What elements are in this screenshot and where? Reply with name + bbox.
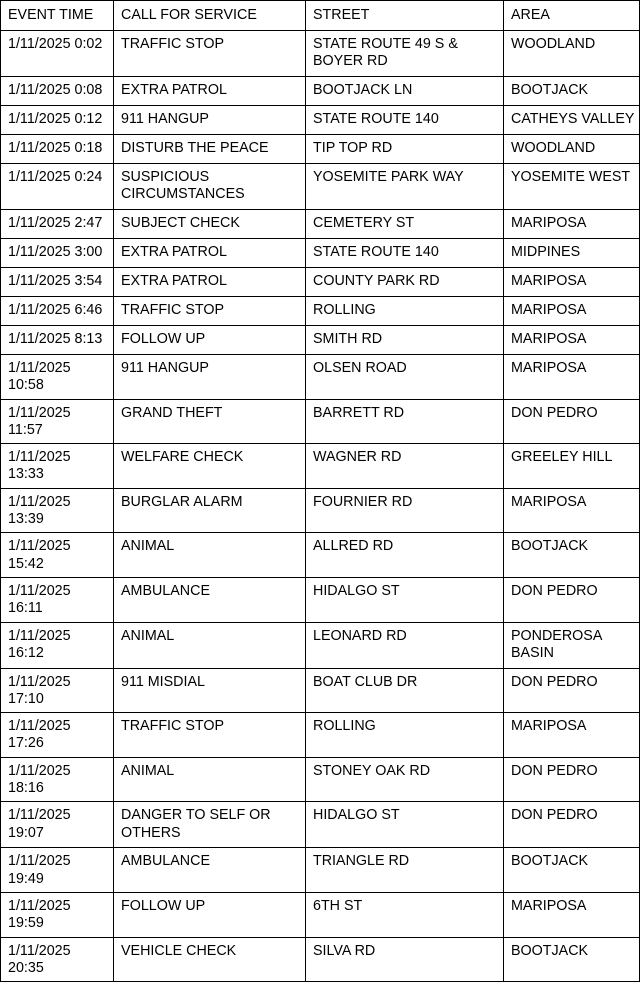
cell-area: BOOTJACK [504,848,640,893]
cell-area: DON PEDRO [504,757,640,802]
cell-area: BOOTJACK [504,937,640,982]
table-row [1,668,640,713]
cell-area: MARIPOSA [504,210,640,239]
table-row [1,31,640,77]
cell-street: STATE ROUTE 49 S & BOYER RD [306,31,504,77]
table-row [1,713,640,758]
cell-street: YOSEMITE PARK WAY [306,164,504,210]
cell-area: BOOTJACK [504,77,640,106]
cell-event-time: 1/11/2025 6:46 [1,297,114,326]
cell-call-for-service: WELFARE CHECK [114,444,306,489]
cell-event-time: 1/11/2025 10:58 [1,355,114,400]
cell-area: MARIPOSA [504,268,640,297]
cell-area: DON PEDRO [504,668,640,713]
cell-call-for-service: ANIMAL [114,533,306,578]
cell-area: WOODLAND [504,135,640,164]
cell-event-time: 1/11/2025 0:18 [1,135,114,164]
cell-call-for-service: 911 MISDIAL [114,668,306,713]
cell-area: MARIPOSA [504,297,640,326]
cell-area: YOSEMITE WEST [504,164,640,210]
cell-area: MARIPOSA [504,488,640,533]
cell-call-for-service: DISTURB THE PEACE [114,135,306,164]
cell-street: CEMETERY ST [306,210,504,239]
table-row [1,164,640,210]
cell-area: CATHEYS VALLEY [504,106,640,135]
cell-area: BOOTJACK [504,533,640,578]
cell-event-time: 1/11/2025 3:54 [1,268,114,297]
header-area: AREA [504,1,640,31]
table-row [1,533,640,578]
cell-event-time: 1/11/2025 11:57 [1,399,114,444]
cell-call-for-service: TRAFFIC STOP [114,31,306,77]
cell-area: DON PEDRO [504,577,640,622]
table-row [1,239,640,268]
cell-street: FOURNIER RD [306,488,504,533]
cell-street: 6TH ST [306,892,504,937]
table-row [1,77,640,106]
cell-call-for-service: 911 HANGUP [114,106,306,135]
cell-event-time: 1/11/2025 13:39 [1,488,114,533]
cell-call-for-service: GRAND THEFT [114,399,306,444]
table-row [1,297,640,326]
cell-street: BARRETT RD [306,399,504,444]
cell-area: DON PEDRO [504,802,640,848]
cell-street: ALLRED RD [306,533,504,578]
cell-call-for-service: SUSPICIOUS CIRCUMSTANCES [114,164,306,210]
cell-event-time: 1/11/2025 8:13 [1,326,114,355]
cell-event-time: 1/11/2025 19:07 [1,802,114,848]
cell-call-for-service: ANIMAL [114,757,306,802]
cell-call-for-service: DANGER TO SELF OR OTHERS [114,802,306,848]
cell-call-for-service: EXTRA PATROL [114,268,306,297]
cell-event-time: 1/11/2025 20:35 [1,937,114,982]
cell-street: TRIANGLE RD [306,848,504,893]
table-row [1,210,640,239]
table-row [1,444,640,489]
cell-call-for-service: FOLLOW UP [114,326,306,355]
cell-event-time: 1/11/2025 3:00 [1,239,114,268]
cell-call-for-service: SUBJECT CHECK [114,210,306,239]
cell-area: MARIPOSA [504,713,640,758]
table-row [1,326,640,355]
cell-street: SILVA RD [306,937,504,982]
cell-street: BOAT CLUB DR [306,668,504,713]
table-row [1,488,640,533]
header-row [1,1,640,31]
cell-area: MARIPOSA [504,326,640,355]
cell-street: HIDALGO ST [306,577,504,622]
cell-street: WAGNER RD [306,444,504,489]
table-row [1,757,640,802]
cell-street: COUNTY PARK RD [306,268,504,297]
cell-event-time: 1/11/2025 17:10 [1,668,114,713]
cell-street: OLSEN ROAD [306,355,504,400]
cell-area: MARIPOSA [504,892,640,937]
table-row [1,399,640,444]
table-row [1,355,640,400]
cell-event-time: 1/11/2025 17:26 [1,713,114,758]
cell-call-for-service: VEHICLE CHECK [114,937,306,982]
cell-area: WOODLAND [504,31,640,77]
table-row [1,937,640,982]
cell-call-for-service: AMBULANCE [114,848,306,893]
table-row [1,622,640,668]
cell-area: PONDEROSA BASIN [504,622,640,668]
cell-call-for-service: BURGLAR ALARM [114,488,306,533]
table-row [1,802,640,848]
table-row [1,268,640,297]
cell-street: LEONARD RD [306,622,504,668]
cell-street: STATE ROUTE 140 [306,106,504,135]
table-row [1,135,640,164]
cell-street: ROLLING [306,297,504,326]
cell-event-time: 1/11/2025 16:12 [1,622,114,668]
header-event-time: EVENT TIME [1,1,114,31]
table-row [1,892,640,937]
table-row [1,577,640,622]
cell-event-time: 1/11/2025 13:33 [1,444,114,489]
header-street: STREET [306,1,504,31]
cell-street: STONEY OAK RD [306,757,504,802]
cell-event-time: 1/11/2025 18:16 [1,757,114,802]
cell-event-time: 1/11/2025 0:02 [1,31,114,77]
cell-area: MARIPOSA [504,355,640,400]
cell-event-time: 1/11/2025 19:49 [1,848,114,893]
cell-street: STATE ROUTE 140 [306,239,504,268]
cell-street: ROLLING [306,713,504,758]
table-row [1,848,640,893]
cell-event-time: 1/11/2025 0:12 [1,106,114,135]
cell-call-for-service: EXTRA PATROL [114,77,306,106]
cell-call-for-service: TRAFFIC STOP [114,297,306,326]
cell-call-for-service: TRAFFIC STOP [114,713,306,758]
cell-area: GREELEY HILL [504,444,640,489]
table-body [1,31,640,982]
cell-call-for-service: ANIMAL [114,622,306,668]
cell-call-for-service: 911 HANGUP [114,355,306,400]
cell-street: BOOTJACK LN [306,77,504,106]
cell-event-time: 1/11/2025 0:24 [1,164,114,210]
cell-street: SMITH RD [306,326,504,355]
cell-area: DON PEDRO [504,399,640,444]
table-row [1,106,640,135]
cell-street: HIDALGO ST [306,802,504,848]
cell-event-time: 1/11/2025 16:11 [1,577,114,622]
cell-street: TIP TOP RD [306,135,504,164]
table-header [1,1,640,31]
cell-call-for-service: EXTRA PATROL [114,239,306,268]
cell-area: MIDPINES [504,239,640,268]
cell-event-time: 1/11/2025 0:08 [1,77,114,106]
cell-call-for-service: AMBULANCE [114,577,306,622]
cell-event-time: 1/11/2025 15:42 [1,533,114,578]
cell-call-for-service: FOLLOW UP [114,892,306,937]
cell-event-time: 1/11/2025 2:47 [1,210,114,239]
header-call-for-service: CALL FOR SERVICE [114,1,306,31]
cell-event-time: 1/11/2025 19:59 [1,892,114,937]
